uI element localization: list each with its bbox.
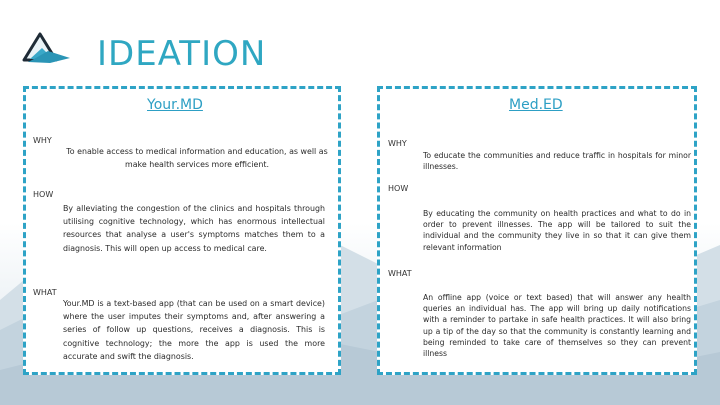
card-med-ed xyxy=(377,86,697,375)
what-label: WHAT xyxy=(388,269,412,278)
what-text: An offline app (voice or text based) that will answer any health queries an individual has. The app will bring up daily notifications with a reminder to partake in safe health practices. It will also bring up a tip of the day so that the community is constantly learning and being reminded to take care of themselves so they can prevent illness xyxy=(423,293,691,359)
card-title-your-md: Your.MD xyxy=(147,97,203,113)
how-label: HOW xyxy=(33,190,54,199)
mountain-triangle-logo-icon xyxy=(20,30,72,72)
how-text: By alleviating the congestion of the clinics and hospitals through utilising cognitive technology, which has enormous intellectual resources that analyse a user's symptoms matches them to a diagnosis. This will open up access to medical care. xyxy=(63,204,325,253)
card-your-md xyxy=(23,86,341,375)
how-label: HOW xyxy=(388,184,409,193)
why-label: WHY xyxy=(33,136,52,145)
what-label: WHAT xyxy=(33,288,57,297)
why-text: To enable access to medical information and education, as well as make health services more efficient. xyxy=(66,147,328,170)
why-label: WHY xyxy=(388,139,407,148)
card-title-med-ed: Med.ED xyxy=(509,97,563,113)
page-title: IDEATION xyxy=(97,34,267,74)
what-text: Your.MD is a text-based app (that can be used on a smart device) where the user imputes their symptoms and, after answering a series of follow up questions, receives a diagnosis. This is cognitive technology; the more the app is used the more accurate and swift the diagnosis. xyxy=(63,299,325,361)
why-text: To educate the communities and reduce traffic in hospitals for minor illnesses. xyxy=(423,151,691,172)
how-text: By educating the community on health practices and what to do in order to prevent illnesses. The app will be tailored to suit the individual and the community they live in so that it can give them relevant information xyxy=(423,209,691,252)
